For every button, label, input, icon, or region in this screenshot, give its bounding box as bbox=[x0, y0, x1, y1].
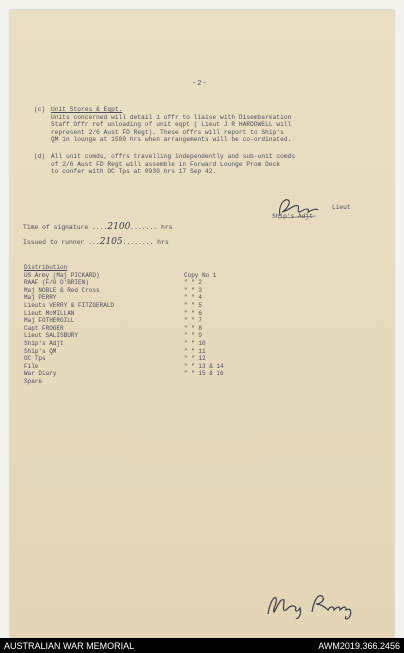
time-of-signature-value: 2100 bbox=[107, 222, 131, 232]
paragraph-label: (c) bbox=[34, 106, 46, 113]
list-item: Maj PERRY " " 4 bbox=[24, 294, 203, 302]
issued-to-runner: Issued to runner ...2105........ hrs bbox=[23, 237, 169, 247]
paragraph-heading: Unit Stores & Eqpt. bbox=[51, 106, 123, 113]
paragraph-line: All unit comds, offrs travelling independently and sub-unit comds bbox=[51, 153, 296, 160]
page-number: -2- bbox=[192, 80, 208, 88]
paragraph-line: QM in lounge at 1500 hrs when arrangements will be co-ordinated. bbox=[51, 136, 292, 144]
signature-rank: Lieut bbox=[332, 204, 351, 211]
time-of-signature-label: Time of signature bbox=[23, 224, 89, 231]
list-item: Maj FOTHERGILL " " 7 bbox=[24, 317, 203, 325]
time-of-signature-unit: hrs bbox=[160, 224, 173, 231]
list-item: Spare bbox=[24, 377, 43, 385]
paragraph-c bbox=[34, 106, 380, 144]
list-item: Ship's Adjt " " 10 bbox=[24, 339, 206, 347]
paragraph-line: to confer with OC Tps at 0930 hrs 17 Sep 42. bbox=[51, 168, 217, 176]
issued-to-runner-unit: hrs bbox=[157, 239, 169, 246]
distribution-title: Distribution bbox=[24, 264, 68, 271]
issued-to-runner-value: 2105 bbox=[99, 237, 123, 247]
footer-accession-number: AWM2019.366.2456 bbox=[318, 641, 400, 651]
paragraph-line: Units concerned will detail 1 offr to liaise with Disembarkation bbox=[51, 113, 292, 121]
list-item: RAAF (F/O O'BRIEN) " " 2 bbox=[24, 279, 203, 287]
paragraph-line: represent 2/6 Aust FD Regt). These offrs will report to Ship's bbox=[51, 128, 284, 136]
list-item: Ship's QM " " 11 bbox=[24, 347, 206, 355]
list-item: File " " 13 & 14 bbox=[24, 362, 224, 370]
list-item: Lieut McMILLAN " " 6 bbox=[24, 309, 203, 317]
footer-institution: AUSTRALIAN WAR MEMORIAL bbox=[4, 641, 135, 651]
paragraph-label: (d) bbox=[34, 153, 46, 160]
distribution-list bbox=[24, 264, 244, 386]
time-of-signature: Time of signature ....2100....... hrs bbox=[23, 222, 173, 232]
handwritten-note bbox=[262, 588, 372, 624]
list-item: Capt FROGER " " 8 bbox=[24, 324, 203, 332]
list-item: Lieuts VERRY & FITZGERALD " " 5 bbox=[24, 301, 203, 309]
document-page bbox=[10, 10, 394, 638]
list-item: Maj NOBLE & Red Cross " " 3 bbox=[24, 286, 203, 294]
signature-block bbox=[272, 194, 392, 234]
paragraph-line: of 2/6 Aust FD Regt will assemble in Forward Lounge Prom Deck bbox=[51, 160, 281, 168]
signature-title: Ship's Adjt bbox=[272, 213, 313, 220]
list-item: War Diary " " 15 & 16 bbox=[24, 370, 224, 378]
paragraph-d bbox=[34, 153, 380, 176]
list-item: Lieut SALISBURY " " 9 bbox=[24, 332, 203, 340]
list-item: OC Tps " " 12 bbox=[24, 355, 206, 363]
archive-footer bbox=[0, 638, 404, 653]
paragraph-line: Staff Offr ref unloading of unit eqpt ( Lieut J R HARDDWELL will bbox=[51, 121, 292, 129]
list-item: US Army (Maj PICKARD) Copy No 1 bbox=[24, 271, 217, 279]
issued-to-runner-label: Issued to runner bbox=[23, 239, 85, 246]
